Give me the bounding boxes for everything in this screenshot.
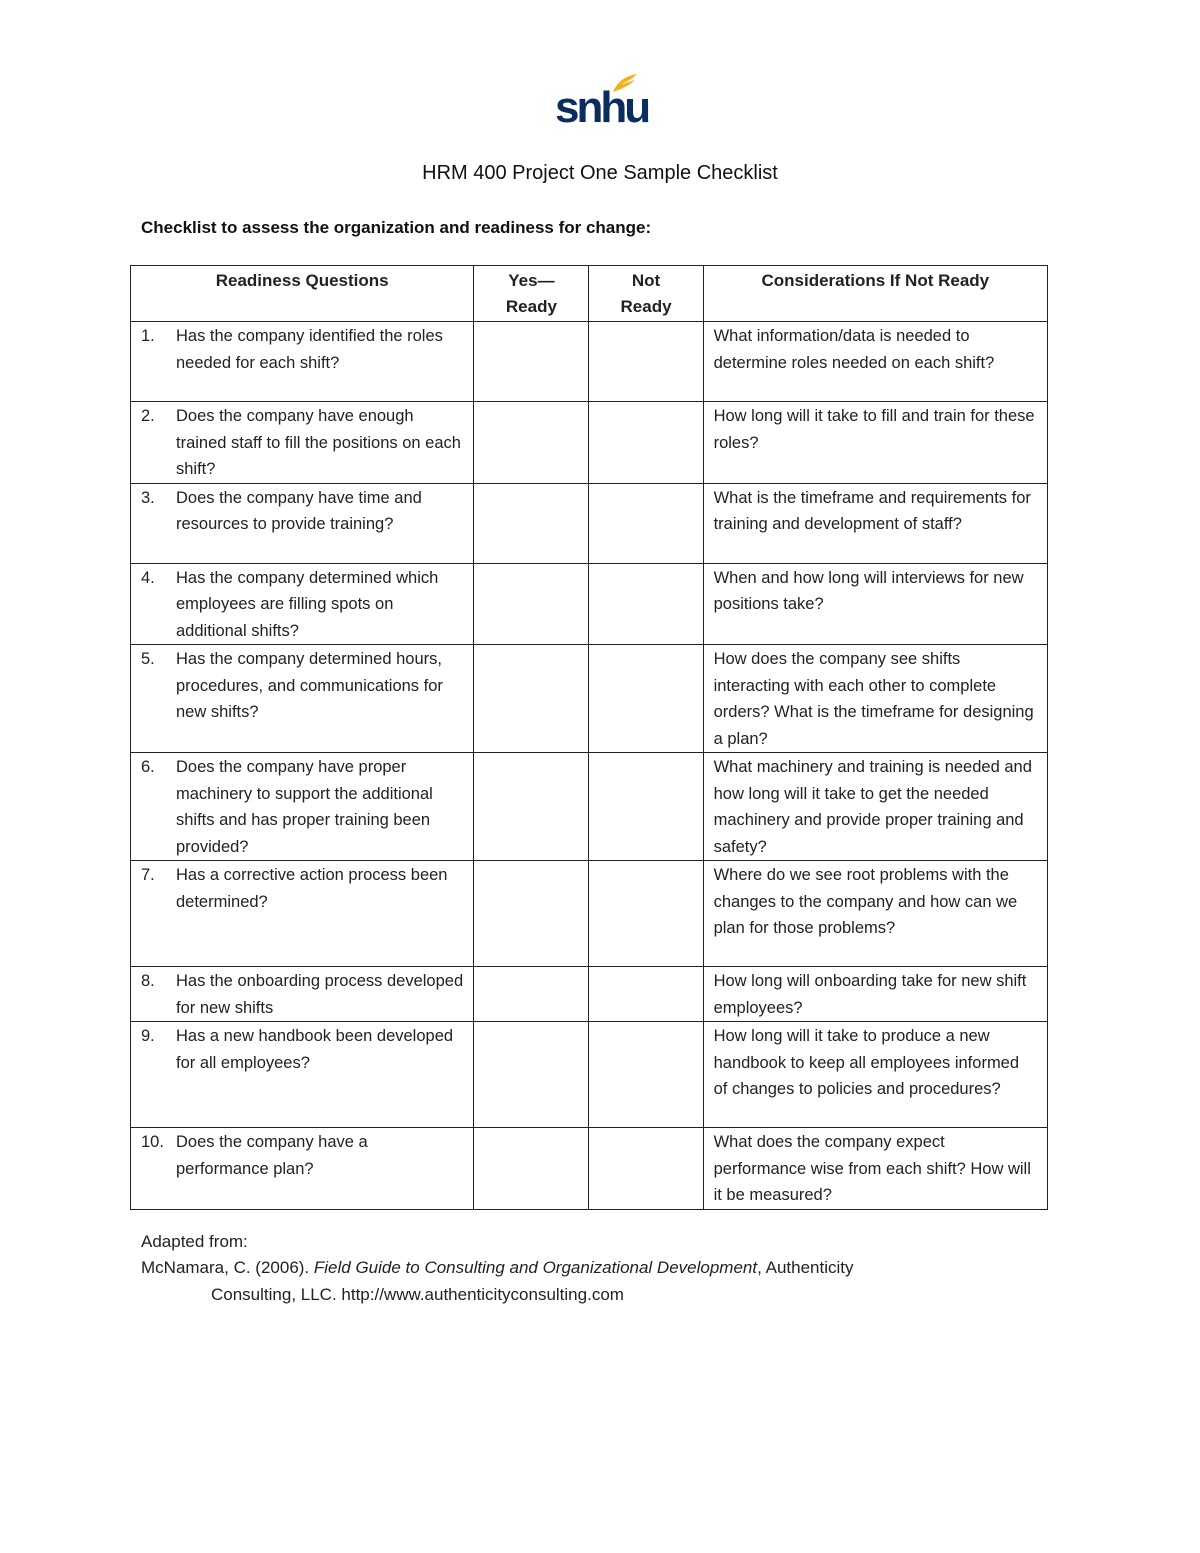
question-number: 10. [141, 1133, 164, 1151]
consideration-text: Where do we see root problems with the changes to the company and how can we plan for those problems? [713, 866, 1018, 937]
citation-rest: , Authenticity [757, 1258, 854, 1277]
question-cell [131, 322, 474, 402]
question-number: 5. [141, 650, 155, 668]
checklist-subtitle: Checklist to assess the organization and readiness for change: [141, 218, 652, 237]
question-number: 6. [141, 758, 155, 776]
question-text: Has a new handbook been developed for all employees? [176, 1027, 454, 1072]
page-title: HRM 400 Project One Sample Checklist [422, 162, 778, 184]
consideration-cell [703, 861, 1047, 967]
not-ready-cell[interactable] [589, 563, 703, 645]
header-not-line2: Ready [620, 297, 672, 316]
question-cell [131, 967, 474, 1022]
table-header-row [131, 266, 1048, 322]
question-cell [131, 861, 474, 967]
question-text: Has the onboarding process developed for new shifts [176, 972, 464, 1017]
header-yes-line2: Ready [505, 297, 557, 316]
snhu-logo [555, 72, 649, 134]
table-row [131, 322, 1048, 402]
citation-author: McNamara, C. (2006). [141, 1258, 314, 1277]
not-ready-cell[interactable] [589, 483, 703, 563]
consideration-cell [703, 1128, 1047, 1210]
header-readiness-questions: Readiness Questions [131, 266, 474, 322]
table-row [131, 1128, 1048, 1210]
not-ready-cell[interactable] [589, 322, 703, 402]
question-number: 9. [141, 1027, 155, 1045]
yes-ready-cell[interactable] [474, 483, 589, 563]
not-ready-cell[interactable] [589, 402, 703, 484]
question-text: Does the company have proper machinery to support the additional shifts and has proper training been provided? [176, 758, 433, 856]
yes-ready-cell[interactable] [474, 402, 589, 484]
header-not-line1: Not [631, 271, 661, 290]
question-cell [131, 483, 474, 563]
table-row [131, 402, 1048, 484]
table-row [131, 861, 1048, 967]
question-cell [131, 753, 474, 861]
logo-text: snhu [555, 83, 649, 132]
consideration-text: When and how long will interviews for new positions take? [713, 568, 1024, 613]
question-cell [131, 1022, 474, 1128]
not-ready-cell[interactable] [589, 1128, 703, 1210]
yes-ready-cell[interactable] [474, 1128, 589, 1210]
citation [141, 1255, 1041, 1308]
consideration-text: What information/data is needed to determine roles needed on each shift? [713, 327, 995, 372]
consideration-cell [703, 483, 1047, 563]
yes-ready-cell[interactable] [474, 753, 589, 861]
question-cell [131, 1128, 474, 1210]
table-row [131, 967, 1048, 1022]
consideration-cell [703, 967, 1047, 1022]
consideration-text: What machinery and training is needed and how long will it take to get the needed machinery and provide proper training and safety? [713, 758, 1032, 856]
consideration-text: How long will onboarding take for new shift employees? [713, 972, 1027, 1017]
question-number: 4. [141, 568, 155, 587]
consideration-text: How long will it take to produce a new handbook to keep all employees informed of changes to policies and procedures? [713, 1027, 1020, 1098]
table-row [131, 1022, 1048, 1128]
question-text: Has the company identified the roles needed for each shift? [176, 327, 443, 372]
question-number: 8. [141, 972, 155, 990]
not-ready-cell[interactable] [589, 753, 703, 861]
yes-ready-cell[interactable] [474, 645, 589, 753]
yes-ready-cell[interactable] [474, 1022, 589, 1128]
consideration-cell [703, 753, 1047, 861]
yes-ready-cell[interactable] [474, 563, 589, 645]
consideration-cell [703, 402, 1047, 484]
consideration-text: What is the timeframe and requirements for training and development of staff? [713, 488, 1031, 533]
question-text: Has the company determined which employees are filling spots on additional shifts? [176, 568, 439, 640]
not-ready-cell[interactable] [589, 645, 703, 753]
consideration-cell [703, 645, 1047, 753]
yes-ready-cell[interactable] [474, 322, 589, 402]
consideration-text: How long will it take to fill and train for these roles? [713, 407, 1035, 452]
question-text: Does the company have enough trained staff to fill the positions on each shift? [176, 407, 461, 478]
question-text: Has the company determined hours, procedures, and communications for new shifts? [176, 650, 443, 721]
question-cell [131, 563, 474, 645]
consideration-text: What does the company expect performance wise from each shift? How will it be measured? [713, 1133, 1031, 1204]
consideration-cell [703, 563, 1047, 645]
citation-title: Field Guide to Consulting and Organizational Development [313, 1258, 758, 1277]
table-row [131, 645, 1048, 753]
table-row [131, 563, 1048, 645]
question-text: Does the company have a performance plan? [176, 1133, 368, 1178]
citation-line2: Consulting, LLC. http://www.authenticityconsulting.com [211, 1284, 624, 1304]
yes-ready-cell[interactable] [474, 967, 589, 1022]
question-number: 7. [141, 866, 155, 884]
question-number: 3. [141, 488, 155, 507]
table-row [131, 483, 1048, 563]
adapted-from-label: Adapted from: [141, 1232, 248, 1251]
readiness-checklist-table [130, 265, 1048, 1210]
question-cell [131, 645, 474, 753]
not-ready-cell[interactable] [589, 861, 703, 967]
table-row [131, 753, 1048, 861]
question-text: Does the company have time and resources to provide training? [176, 488, 422, 533]
header-yes-ready [474, 266, 589, 322]
consideration-cell [703, 1022, 1047, 1128]
not-ready-cell[interactable] [589, 1022, 703, 1128]
yes-ready-cell[interactable] [474, 861, 589, 967]
consideration-cell [703, 322, 1047, 402]
consideration-text: How does the company see shifts interacting with each other to complete orders? What is the timeframe for designing a plan? [713, 650, 1034, 748]
question-number: 2. [141, 407, 155, 425]
header-yes-line1: Yes— [508, 271, 555, 290]
question-text: Has a corrective action process been determined? [176, 866, 448, 911]
header-considerations: Considerations If Not Ready [703, 266, 1047, 322]
not-ready-cell[interactable] [589, 967, 703, 1022]
question-cell [131, 402, 474, 484]
header-not-ready [589, 266, 703, 322]
question-number: 1. [141, 327, 155, 345]
